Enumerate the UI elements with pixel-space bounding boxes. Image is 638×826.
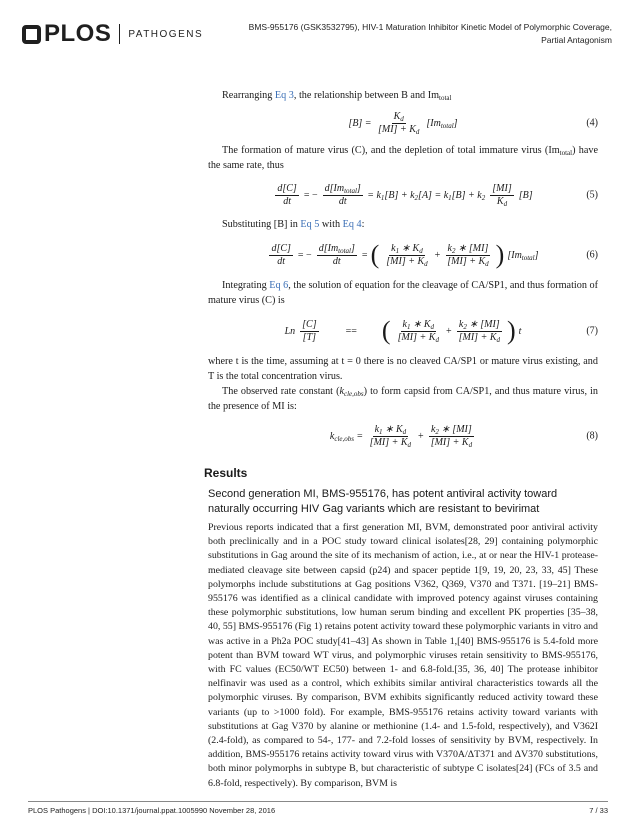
- paragraph-rearranging: Rearranging Eq 3, the relationship between B and $Im_{total}$: [222, 90, 452, 102]
- logo-text: PLOS: [44, 20, 112, 47]
- footer-citation: PLOS Pathogens | DOI:10.1371/journal.ppat.1005990 November 28, 2016: [28, 806, 276, 815]
- paragraph-substituting: Substituting [B] in Eq 5 with Eq 4:: [222, 219, 365, 230]
- logo-mark-icon: [22, 25, 41, 44]
- running-title-line-1: BMS-955176 (GSK3532795), HIV-1 Maturation Inhibitor Kinetic Model of Polymorphic Coverage,: [248, 22, 612, 32]
- equation-4: [B] = $\frac{K_d}{[MI] + K_d}$ $[Im_{total}]$ (4): [348, 110, 598, 136]
- equation-8: $k_{cle,obs}$ = $\frac{k_1 ∗ K_d}{[MI] + K_d}$ + $\frac{k_2 ∗ [MI]}{[MI] + K_d}$ (8): [329, 423, 598, 449]
- equation-number: (6): [586, 249, 598, 261]
- section-subheading: Second generation MI, BMS-955176, has potent antiviral activity toward naturally occurring HIV Gag variants which are resistant to bevirimat: [208, 488, 558, 515]
- equation-number: (5): [586, 189, 598, 201]
- paragraph-integrating: Integrating Eq 6, the solution of equation for the cleavage of CA/SP1, and thus formation of mature virus (C) is: [208, 280, 598, 306]
- page-body: [204, 88, 598, 791]
- equation-number: (7): [586, 325, 598, 337]
- eq-6-link[interactable]: Eq 6: [269, 280, 289, 291]
- page-header: [0, 0, 638, 70]
- eq-4-link[interactable]: Eq 4: [342, 219, 362, 230]
- paragraph-formation: The formation of mature virus (C), and the depletion of total immature virus $(Im_{total})$ have the same rate, thus: [208, 145, 598, 171]
- plos-logo: [22, 22, 203, 46]
- eq-3-link[interactable]: Eq 3: [274, 90, 294, 101]
- equation-number: (4): [586, 117, 598, 129]
- equation-number: (8): [586, 430, 598, 442]
- paragraph-observed-rate: The observed rate constant $(k_{cle,obs})$ to form capsid from CA/SP1, and thus mature virus, in the presence of MI is:: [208, 386, 598, 412]
- running-title-line-2: Partial Antagonism: [541, 35, 612, 45]
- results-heading: Results: [204, 466, 248, 480]
- footer-rule: [28, 801, 608, 802]
- logo-divider: [119, 24, 120, 44]
- equation-7: Ln $\frac{[C]}{[T]}$ == ( $\frac{k_1 ∗ K_d}{[MI] + K_d}$ + $\frac{k_2 ∗ [MI]}{[MI] + K_d}$ ) t (7): [284, 316, 598, 345]
- page-footer: [0, 806, 638, 820]
- equation-5: $\frac{d[C]}{dt}$ = − $\frac{d[Im_{total}]}{dt}$ = $k_1[B] + k_2[A] = k_1[B] + k_2$ $\frac{[MI]}{K_d}$ [B] (5): [277, 182, 598, 208]
- eq-5-link[interactable]: Eq 5: [300, 219, 320, 230]
- paragraph-where: where t is the time, assuming at t = 0 there is no cleaved CA/SP1 or mature virus existing, and T is the total concentration virus.: [208, 356, 598, 382]
- page-number: 7 / 33: [589, 806, 608, 815]
- journal-name: PATHOGENS: [128, 28, 204, 40]
- equation-6: $\frac{d[C]}{dt}$ = − $\frac{d[Im_{total}]}{dt}$ = ( $\frac{k_1 ∗ K_d}{[MI] + K_d}$ + $\frac{k_2 ∗ [MI]}{[MI] + K_d}$ ) $[Im_{total}]$ (6): [271, 240, 598, 269]
- results-body-paragraph: Previous reports indicated that a first generation MI, BVM, demonstrated poor antiviral activity both preclinically and in a POC study toward clinical isolates[28, 29] containing polymorphic substitutions in Gag around the site of its mechanism of action, i.e., at or near the HIV-1 protease-mediated cleavage site between capsid (p24) and spacer peptide 1[9, 19, 20, 23, 33, 45] These polymorphs include substitutions at Gag positions V362, Q369, V370 and T371. [19–21] BMS-955176 was identified as a clinical candidate with improved potency against viruses containing these polymorphic substitutions, low human serum binding and excellent PK properties [35–38, 40, 55] BMS-955176 (Fig 1) retains potent activity toward these polymorphic variants in vitro and was active in a Ph2a POC study[41–43] As shown in Table 1,[40] BMS-955176 is 5.4-fold more potent than BVM toward WT virus, and polymorphic viruses retain sensitivity to BMS-955176, with FC values (EC50/WT EC50) between 1- and 6.8-fold.[35, 36, 40] The protease inhibitor nelfinavir was used as a control, which exhibits similar antiviral characteristics towards all the polymorphic viruses. By comparison, BVM exhibits significantly reduced activity toward these variants (up to >1000 fold). For example, BMS-955176 retains activity toward variants with substitutions at Gag V370 by alanine or methionine (1.4- and 1.5-fold, respectively), and V362I (2.4-fold), as compared to 54-, 177- and 7.2-fold losses of sensitivity by BVM, respectively. In addition, BMS-955176 retains activity toward virus with V370A/ΔT371 and ΔV370 substitutions, both minor polymorphs in subtype B, but characteristic of subtype C isolates[24] (FCs of 3.5 and 6.8-fold, respectively). By comparison, BVM is: [208, 522, 598, 789]
- running-title: [222, 21, 612, 47]
